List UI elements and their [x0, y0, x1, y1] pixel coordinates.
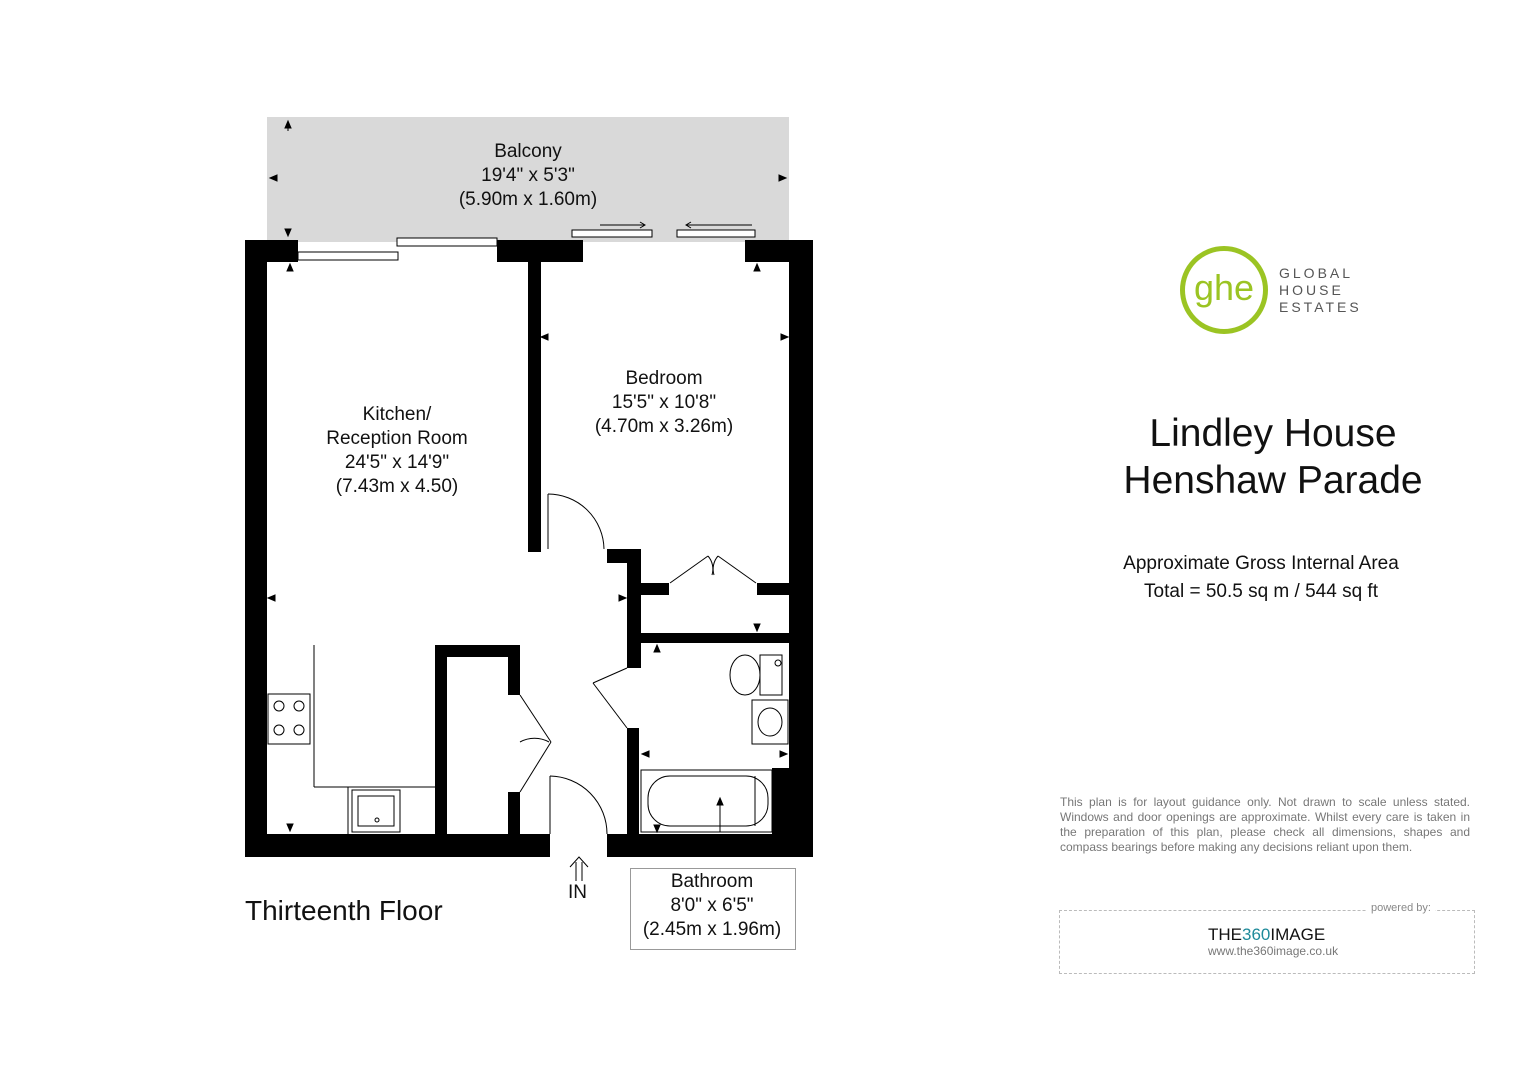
kitchen-fittings [268, 645, 435, 834]
bathroom-fittings [641, 655, 788, 832]
balcony-size-metric: (5.90m x 1.60m) [458, 189, 598, 210]
logo-wordmark [1279, 265, 1362, 316]
logo-mark: ghe [1193, 267, 1255, 308]
powered-by-url[interactable]: www.the360image.co.uk [1208, 944, 1339, 958]
property-address [1098, 410, 1448, 504]
entrance-arrow-icon [570, 857, 588, 881]
balcony-size-imperial: 19'4" x 5'3" [481, 165, 575, 186]
balcony-name: Balcony [494, 141, 562, 162]
bedroom-size-imperial: 15'5" x 10'8" [611, 392, 717, 413]
powered-by-brand [1208, 925, 1325, 945]
bedroom-name: Bedroom [625, 368, 703, 389]
logo-line3: ESTATES [1279, 299, 1362, 315]
kitchen-label [297, 403, 497, 499]
area-total: Total = 50.5 sq m / 544 sq ft [1144, 581, 1378, 602]
area-title: Approximate Gross Internal Area [1123, 553, 1399, 574]
bathroom-size-imperial: 8'0" x 6'5" [670, 895, 754, 916]
kitchen-size-metric: (7.43m x 4.50) [335, 476, 459, 497]
walls [245, 240, 813, 857]
address-line2: Henshaw Parade [1123, 459, 1423, 502]
logo-line2: HOUSE [1279, 282, 1344, 298]
bathroom-label [612, 870, 812, 942]
bedroom-label [564, 367, 764, 439]
entrance-label: IN [568, 882, 587, 903]
brand-part-c: IMAGE [1270, 925, 1326, 944]
powered-by-label: powered by: [1367, 902, 1435, 914]
area-summary [1086, 550, 1436, 606]
disclaimer: This plan is for layout guidance only. Not drawn to scale unless stated. Windows and door openings are approximate. Whilst every care is taken in the preparation of this plan, please check all dimensions, shapes and compass bearings before making any decisions reliant upon them. [1060, 795, 1470, 854]
brand-part-a: THE [1208, 925, 1242, 944]
address-line1: Lindley House [1149, 412, 1397, 455]
kitchen-size-imperial: 24'5" x 14'9" [344, 452, 450, 473]
agency-logo [1180, 246, 1370, 336]
kitchen-name-line2: Reception Room [326, 428, 468, 449]
floor-label: Thirteenth Floor [245, 895, 443, 926]
balcony-label [428, 140, 628, 212]
logo-line1: GLOBAL [1279, 265, 1354, 281]
bedroom-size-metric: (4.70m x 3.26m) [594, 416, 734, 437]
bathroom-size-metric: (2.45m x 1.96m) [642, 919, 782, 940]
bathroom-name: Bathroom [670, 871, 754, 892]
brand-part-b: 360 [1242, 925, 1271, 944]
kitchen-name-line1: Kitchen/ [362, 404, 432, 425]
